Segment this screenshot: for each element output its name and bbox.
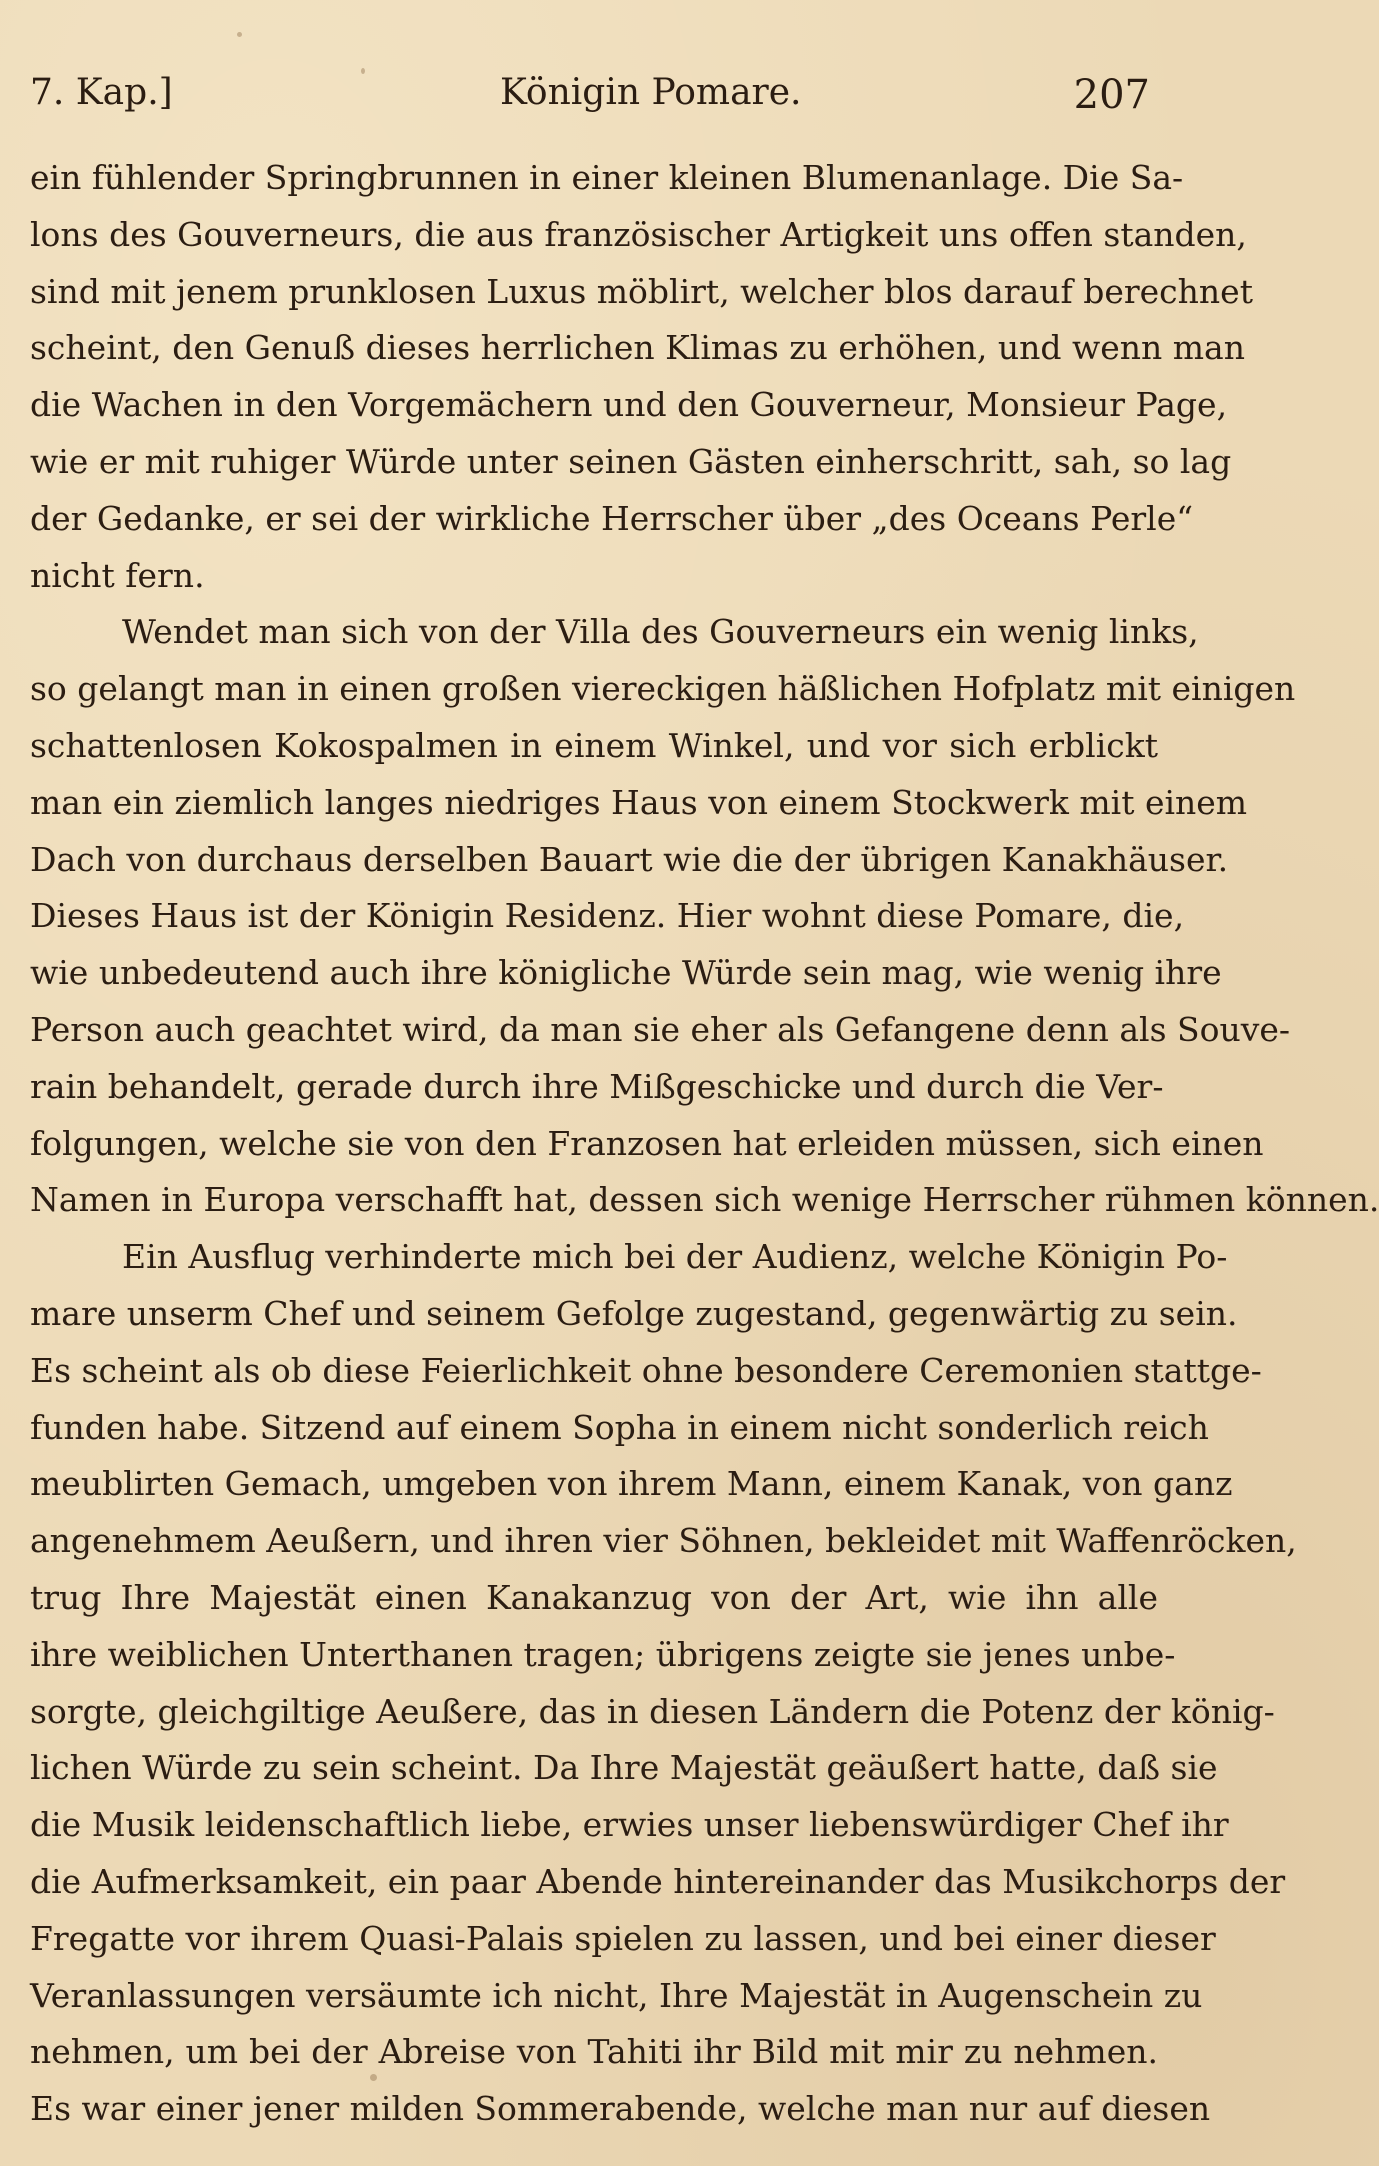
text-line: Es war einer jener milden Sommerabende, welche man nur auf diesen [30,2089,1211,2129]
text-line: nicht fern. [30,555,205,595]
text-line: meublirten Gemach, umgeben von ihrem Mann, einem Kanak, von ganz [30,1464,1233,1504]
paragraph-first-line: Wendet man sich von der Villa des Gouverneurs ein wenig links, [122,612,1199,652]
text-line: ihre weiblichen Unterthanen tragen; übrigens zeigte sie jenes unbe- [30,1634,1176,1674]
text-line: die Musik leidenschaftlich liebe, erwies unser liebenswürdiger Chef ihr [30,1805,1229,1845]
text-line: Dach von durchaus derselben Bauart wie die der übrigen Kanakhäuser. [30,839,1229,879]
text-line: so gelangt man in einen großen viereckigen häßlichen Hofplatz mit einigen [30,669,1296,709]
text-line: lons des Gouverneurs, die aus französischer Artigkeit uns offen standen, [30,214,1247,254]
text-line: sind mit jenem prunklosen Luxus möblirt, welcher blos darauf berechnet [30,271,1253,311]
text-line: der Gedanke, er sei der wirkliche Herrscher über „des Oceans Perle“ [30,498,1194,538]
text-line: die Aufmerksamkeit, ein paar Abende hintereinander das Musikchorps der [30,1861,1286,1901]
text-line: folgungen, welche sie von den Franzosen hat erleiden müssen, sich einen [30,1123,1264,1163]
text-line: die Wachen in den Vorgemächern und den Gouverneur, Monsieur Page, [30,385,1228,425]
text-line: ein fühlender Springbrunnen in einer kleinen Blumenanlage. Die Sa- [30,158,1184,197]
text-line: man ein ziemlich langes niedriges Haus von einem Stockwerk mit einem [30,782,1248,822]
text-line: Fregatte vor ihrem Quasi-Palais spielen zu lassen, und bei einer dieser [30,1918,1216,1958]
text-line: wie er mit ruhiger Würde unter seinen Gästen einherschritt, sah, so lag [30,441,1232,481]
text-line: Es scheint als ob diese Feierlichkeit ohne besondere Ceremonien stattge- [30,1350,1262,1390]
text-line: mare unserm Chef und seinem Gefolge zugestand, gegenwärtig zu sein. [30,1293,1238,1333]
text-line: Namen in Europa verschafft hat, dessen sich wenige Herrscher rühmen können. [30,1180,1379,1220]
text-line: rain behandelt, gerade durch ihre Mißgeschicke und durch die Ver- [30,1066,1164,1106]
running-head [30,72,1150,132]
text-line: Veranlassungen versäumte ich nicht, Ihre Majestät in Augenschein zu [30,1975,1203,2015]
text-line: wie unbedeutend auch ihre königliche Würde sein mag, wie wenig ihre [30,953,1222,993]
body-text [30,150,1379,2138]
text-line: sorgte, gleichgiltige Aeußere, das in diesen Ländern die Potenz der könig- [30,1691,1275,1731]
text-line: Dieses Haus ist der Königin Residenz. Hier wohnt diese Pomare, die, [30,896,1185,936]
paper-foxing-spot [237,32,242,37]
text-line: Person auch geachtet wird, da man sie eher als Gefangene denn als Souve- [30,1009,1291,1049]
text-line: trug Ihre Majestät einen Kanakanzug von der Art, wie ihn alle [30,1577,1158,1617]
text-line: scheint, den Genuß dieses herrlichen Klimas zu erhöhen, und wenn man [30,328,1245,368]
chapter-label: 7. Kap.] [30,72,173,113]
paragraph-first-line: Ein Ausflug verhinderte mich bei der Audienz, welche Königin Po- [122,1237,1228,1277]
text-line: schattenlosen Kokospalmen in einem Winkel, und vor sich erblickt [30,725,1158,765]
text-line: angenehmem Aeußern, und ihren vier Söhnen, bekleidet mit Waffenröcken, [30,1521,1297,1561]
text-line: funden habe. Sitzend auf einem Sopha in einem nicht sonderlich reich [30,1407,1209,1447]
page-number: 207 [1073,72,1150,118]
text-line: nehmen, um bei der Abreise von Tahiti ihr Bild mit mir zu nehmen. [30,2032,1158,2072]
page-title: Königin Pomare. [500,72,802,113]
text-line: lichen Würde zu sein scheint. Da Ihre Majestät geäußert hatte, daß sie [30,1748,1218,1788]
paper-foxing-spot [361,68,365,74]
paper-foxing-spot [370,2074,377,2081]
